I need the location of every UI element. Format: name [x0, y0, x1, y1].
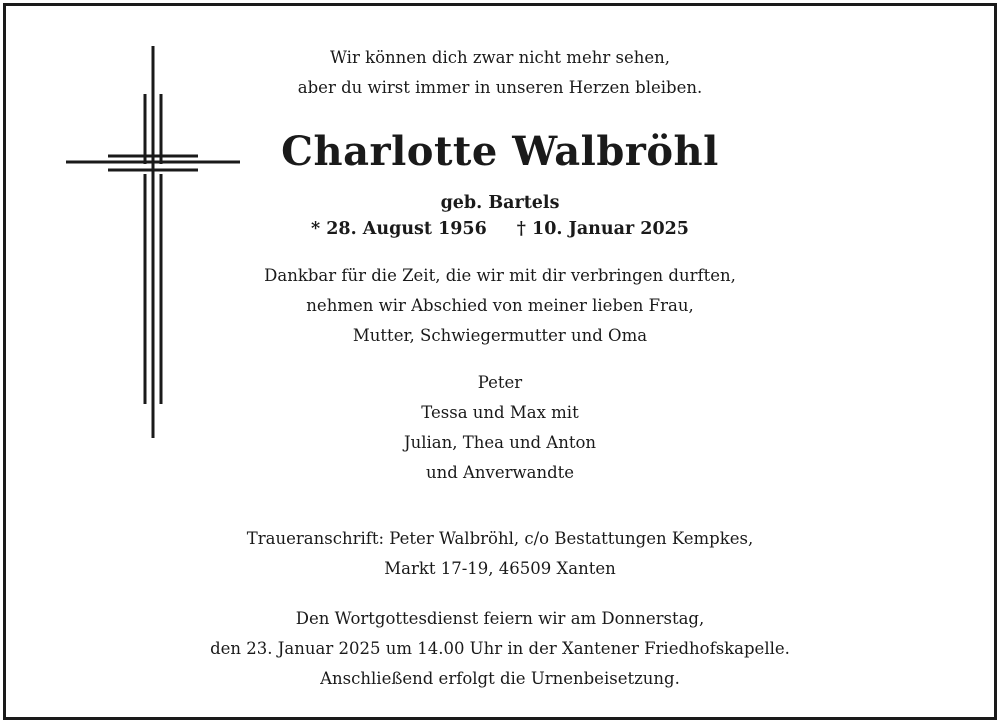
condolence-address [200, 524, 800, 584]
deceased-name: Charlotte Walbröhl [281, 128, 719, 175]
mourners-list [200, 368, 800, 488]
address-line: Markt 17-19, 46509 Xanten [384, 559, 616, 578]
address-line: Traueranschrift: Peter Walbröhl, c/o Bestattungen Kempkes, [246, 529, 754, 548]
service-line: Anschließend erfolgt die Urnenbeisetzung. [320, 669, 680, 688]
birth-date: * 28. August 1956 [311, 219, 487, 239]
mourner-line: Peter [477, 373, 523, 392]
maiden-name: geb. Bartels [440, 193, 560, 213]
service-line: Den Wortgottesdienst feiern wir am Donnerstag, [295, 609, 705, 628]
mourner-line: Julian, Thea und Anton [403, 433, 597, 452]
mourner-line: Tessa und Max mit [421, 403, 579, 422]
death-date: † 10. Januar 2025 [516, 219, 689, 239]
farewell-message [200, 261, 800, 351]
motto-line: Wir können dich zwar nicht mehr sehen, [330, 48, 670, 67]
motto-verse [200, 43, 800, 103]
mourner-line: und Anverwandte [425, 463, 575, 482]
message-line: nehmen wir Abschied von meiner lieben Frau, [306, 296, 694, 315]
service-info [200, 604, 800, 694]
motto-line: aber du wirst immer in unseren Herzen bleiben. [297, 78, 703, 97]
message-line: Dankbar für die Zeit, die wir mit dir verbringen durften, [264, 266, 736, 285]
life-dates [200, 216, 800, 242]
service-line: den 23. Januar 2025 um 14.00 Uhr in der Xantener Friedhofskapelle. [210, 639, 790, 658]
message-line: Mutter, Schwiegermutter und Oma [352, 326, 648, 345]
